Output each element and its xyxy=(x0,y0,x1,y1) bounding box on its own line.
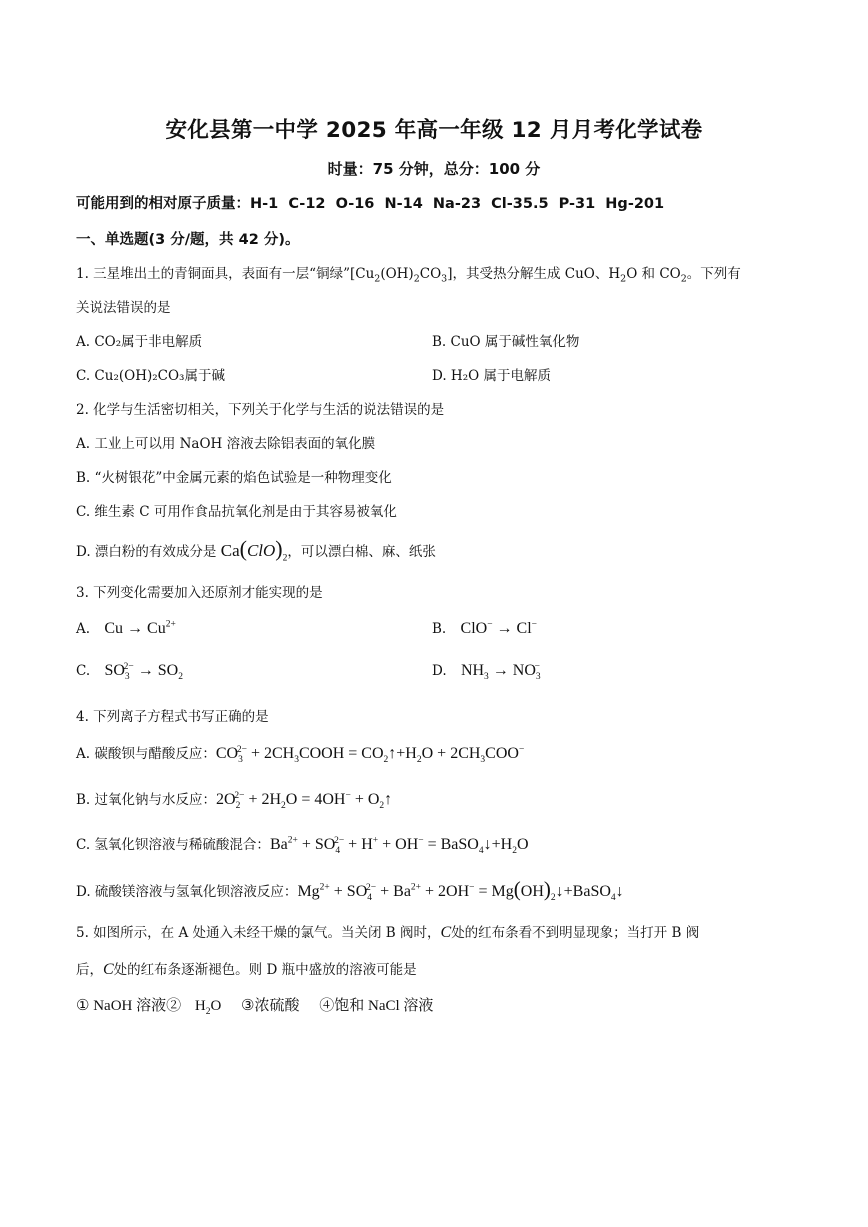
choice-4[interactable]: ④饱和 NaCl 溶液 xyxy=(319,998,434,1014)
question-5-stem-line2 xyxy=(76,958,417,979)
question-1-stem-line1: 1. 三星堆出土的青铜面具，表面有一层“铜绿$”[Cu_2(OH)_2CO_3]$，其受热分解生成 CuO、$H_2O$ 和 $CO_2$。下列有 xyxy=(76,266,741,285)
page-title: 安化县第一中学 2025 年高一年级 12 月月考化学试卷 xyxy=(165,118,703,143)
question-1-stem-part: 1. 三星堆出土的青铜面具，表面有一层“铜绿”[ xyxy=(76,266,356,282)
question-2-option-a[interactable]: A. 工业上可以用 NaOH 溶液去除铝表面的氧化膜 xyxy=(76,436,376,452)
option-c-equation: $Ba^{2+} + SO_4^{2-} + H^+ + OH^-$ = $BaSO_4↓+H_2O$ xyxy=(269,835,529,857)
option-a-formula: $Cu \to Cu^{2+}$ xyxy=(104,619,176,637)
question-5-stem-line1 xyxy=(76,921,699,942)
atomic-masses-line: 可能用到的相对原子质量：H-1 C-12 O-16 N-14 Na-23 Cl-35.5 P-31 Hg-201 xyxy=(76,196,665,212)
italic-c: C xyxy=(103,961,114,978)
choice-2-water[interactable]: $H_2O$ xyxy=(194,998,222,1017)
question-1-option-c[interactable]: C. Cu₂(OH)₂CO₃属于碱 xyxy=(76,368,225,384)
question-2-option-d-suffix: ，可以漂白棉、麻、纸张 xyxy=(287,544,436,560)
question-4-option-a[interactable] xyxy=(76,742,525,766)
question-3-option-d[interactable] xyxy=(432,661,541,683)
option-a-equation: $CO_3^{2-}$ + $2CH_3COOH$ = $CO_2↑+H_2O + 2CH_3COO^-$ xyxy=(215,744,525,766)
option-b-formula: ClO− → Cl− xyxy=(460,619,538,637)
question-4-option-c[interactable] xyxy=(76,833,529,857)
question-5-stem-part: 后， xyxy=(76,962,103,978)
question-5-stem-part: 5. 如图所示，在 A 处通入未经干燥的氯气。当关闭 B 阀时， xyxy=(76,925,441,941)
option-label: B. xyxy=(432,621,447,637)
question-4-option-b[interactable] xyxy=(76,788,393,812)
exam-duration-score: 时量：75 分钟，总分：100 分 xyxy=(327,160,541,178)
question-1-option-d[interactable]: D. H₂O 属于电解质 xyxy=(432,368,551,384)
italic-c: C xyxy=(440,924,452,941)
question-2-option-b[interactable]: B. “火树银花”中金属元素的焰色试验是一种物理变化 xyxy=(76,470,392,486)
option-label: D. xyxy=(432,663,447,679)
section-title: 一、单选题(3 分/题，共 42 分)。 xyxy=(76,232,300,248)
question-1-option-b[interactable]: B. CuO 属于碱性氧化物 xyxy=(432,334,580,350)
option-label: A. xyxy=(76,621,91,637)
calcium-hypochlorite-formula: $Ca(ClO)_2$ xyxy=(220,536,288,564)
question-1-stem-part: 。下列有 xyxy=(686,266,741,282)
option-text: D. 硫酸镁溶液与氢氧化钡溶液反应： xyxy=(76,884,298,900)
question-4-stem: 4. 下列离子方程式书写正确的是 xyxy=(76,709,269,725)
option-d-formula: $NH_3 \to NO_3^-$ xyxy=(460,661,541,683)
option-text: A. 碳酸钡与醋酸反应： xyxy=(76,746,216,762)
option-d-equation: $Mg^{2+} + SO_4^{2-} + Ba^{2+} + 2OH^-$ = $Mg(OH)_2↓+BaSO_4↓$ xyxy=(297,877,624,904)
question-2-option-d-prefix: D. 漂白粉的有效成分是 xyxy=(76,544,217,560)
option-text: C. 氢氧化钡溶液与稀硫酸混合： xyxy=(76,837,270,853)
malachite-formula: $Cu_2(OH)_2CO_3$ xyxy=(355,266,448,285)
question-3-option-a[interactable] xyxy=(76,620,176,638)
question-5-choices xyxy=(76,994,433,1015)
option-label: C. xyxy=(76,663,91,679)
question-4-option-d[interactable] xyxy=(76,877,624,902)
choice-3[interactable]: ③浓硫酸 xyxy=(241,998,300,1014)
question-1-stem-part: O 和 CO xyxy=(626,266,681,282)
question-1-stem-line2: 关说法错误的是 xyxy=(76,300,171,316)
option-c-formula: $SO_3^{2-} \to SO_2$ xyxy=(104,661,183,683)
option-text: B. 过氧化钠与水反应： xyxy=(76,792,217,808)
question-2-option-c[interactable]: C. 维生素 C 可用作食品抗氧化剂是由于其容易被氧化 xyxy=(76,504,397,520)
question-2-option-d[interactable] xyxy=(76,536,436,562)
question-1-option-a[interactable]: A. CO₂属于非电解质 xyxy=(76,334,203,350)
question-3-option-b[interactable] xyxy=(432,620,537,638)
question-3-option-c[interactable] xyxy=(76,661,183,683)
question-5-stem-part: 处的红布条逐渐褪色。则 D 瓶中盛放的溶液可能是 xyxy=(113,962,417,978)
option-b-equation: $2O_2^{2-} + 2H_2O = 4OH^-$ + $O_2↑$ xyxy=(216,790,393,812)
question-3-stem: 3. 下列变化需要加入还原剂才能实现的是 xyxy=(76,585,323,601)
choice-1[interactable]: ① NaOH 溶液② xyxy=(76,998,182,1014)
question-1-stem-part: ]，其受热分解生成 CuO、H xyxy=(447,266,621,282)
question-2-stem: 2. 化学与生活密切相关，下列关于化学与生活的说法错误的是 xyxy=(76,402,445,418)
question-5-stem-part: 处的红布条看不到明显现象；当打开 B 阀 xyxy=(451,925,700,941)
